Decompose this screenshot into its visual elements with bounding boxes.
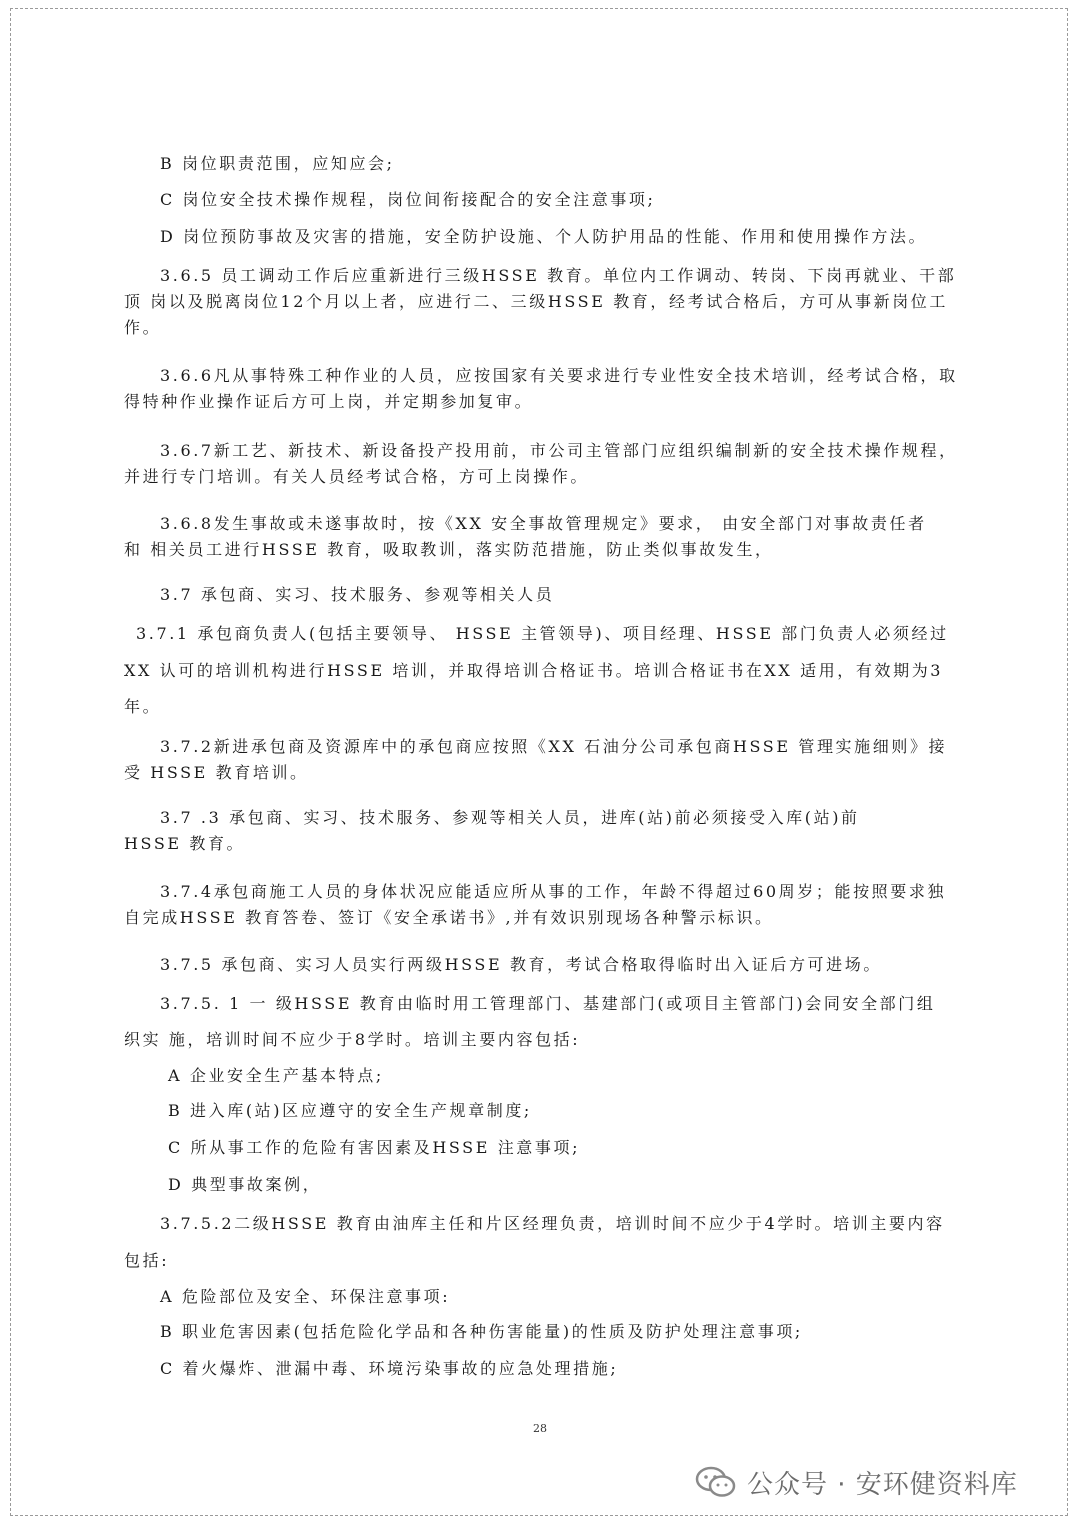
text-line: 3.6.7新工艺、新技术、新设备投产投用前，市公司主管部门应组织编制新的安全技术操作规程， xyxy=(160,441,958,460)
list-item: A 企业安全生产基本特点; xyxy=(168,1066,384,1085)
text-line: 自完成HSSE 教育答卷、签订《安全承诺书》,并有效识别现场各种警示标识。 xyxy=(124,908,774,927)
list-item: B 进入库(站)区应遵守的安全生产规章制度; xyxy=(168,1101,532,1120)
text-line: C 岗位安全技术操作规程，岗位间衔接配合的安全注意事项; xyxy=(160,190,656,209)
text-line: 3.6.5 员工调动工作后应重新进行三级HSSE 教育。单位内工作调动、转岗、下岗再就业、干部 xyxy=(160,266,957,285)
text-line: 3.7.5. 1 一 级HSSE 教育由临时用工管理部门、基建部门(或项目主管部门)会同安全部门组 xyxy=(160,994,936,1013)
text-line: 作。 xyxy=(124,318,162,337)
text-line: 织实 施，培训时间不应少于8学时。培训主要内容包括: xyxy=(124,1030,581,1049)
text-line: 包括: xyxy=(124,1251,170,1270)
text-line: 3.7.4承包商施工人员的身体状况应能适应所从事的工作，年龄不得超过60周岁；能按照要求独 xyxy=(160,882,947,901)
list-item: A 危险部位及安全、环保注意事项: xyxy=(160,1287,451,1306)
text-line: B 岗位职责范围，应知应会; xyxy=(160,154,395,173)
text-line: 年。 xyxy=(124,697,162,716)
text-line: 3.7 .3 承包商、实习、技术服务、参观等相关人员，进库(站)前必须接受入库(站)前 xyxy=(160,808,860,827)
page-number: 28 xyxy=(533,1422,547,1435)
section-heading: 3.7 承包商、实习、技术服务、参观等相关人员 xyxy=(160,585,555,604)
text-line: 3.6.6凡从事特殊工种作业的人员，应按国家有关要求进行专业性安全技术培训，经考试合格，取 xyxy=(160,366,958,385)
list-item: C 着火爆炸、泄漏中毒、环境污染事故的应急处理措施; xyxy=(160,1359,619,1378)
watermark-text: 公众号 · 安环健资料库 xyxy=(747,1469,1018,1500)
text-line: 3.7.5 承包商、实习人员实行两级HSSE 教育，考试合格取得临时出入证后方可进场。 xyxy=(160,955,882,974)
text-line: 和 相关员工进行HSSE 教育，吸取教训，落实防范措施，防止类似事故发生， xyxy=(124,540,774,559)
text-line: D 岗位预防事故及灾害的措施，安全防护设施、个人防护用品的性能、作用和使用操作方法。 xyxy=(160,227,928,246)
text-line: 3.7.5.2二级HSSE 教育由油库主任和片区经理负责，培训时间不应少于4学时。培训主要内容 xyxy=(160,1214,945,1233)
text-line: 3.7.2新进承包商及资源库中的承包商应按照《XX 石油分公司承包商HSSE 管理实施细则》接 xyxy=(160,737,948,756)
list-item: B 职业危害因素(包括危险化学品和各种伤害能量)的性质及防护处理注意事项; xyxy=(160,1322,803,1341)
wechat-icon xyxy=(695,1465,737,1499)
text-line: 顶 岗以及脱离岗位12个月以上者，应进行二、三级HSSE 教育，经考试合格后，方可从事新岗位工 xyxy=(124,292,949,311)
watermark xyxy=(695,1462,1018,1502)
text-line: 受 HSSE 教育培训。 xyxy=(124,763,309,782)
text-line: 3.7.1 承包商负责人(包括主要领导、 HSSE 主管领导)、项目经理、HSSE 部门负责人必须经过 xyxy=(136,624,949,643)
list-item: C 所从事工作的危险有害因素及HSSE 注意事项; xyxy=(168,1138,581,1157)
text-line: HSSE 教育。 xyxy=(124,834,246,853)
text-line: 3.6.8发生事故或未遂事故时，按《XX 安全事故管理规定》要求， 由安全部门对事故责任者 xyxy=(160,514,927,533)
text-line: XX 认可的培训机构进行HSSE 培训，并取得培训合格证书。培训合格证书在XX 适用，有效期为3 xyxy=(124,661,944,680)
text-line: 得特种作业操作证后方可上岗，并定期参加复审。 xyxy=(124,392,534,411)
list-item: D 典型事故案例， xyxy=(168,1175,322,1194)
text-line: 并进行专门培训。有关人员经考试合格，方可上岗操作。 xyxy=(124,467,590,486)
